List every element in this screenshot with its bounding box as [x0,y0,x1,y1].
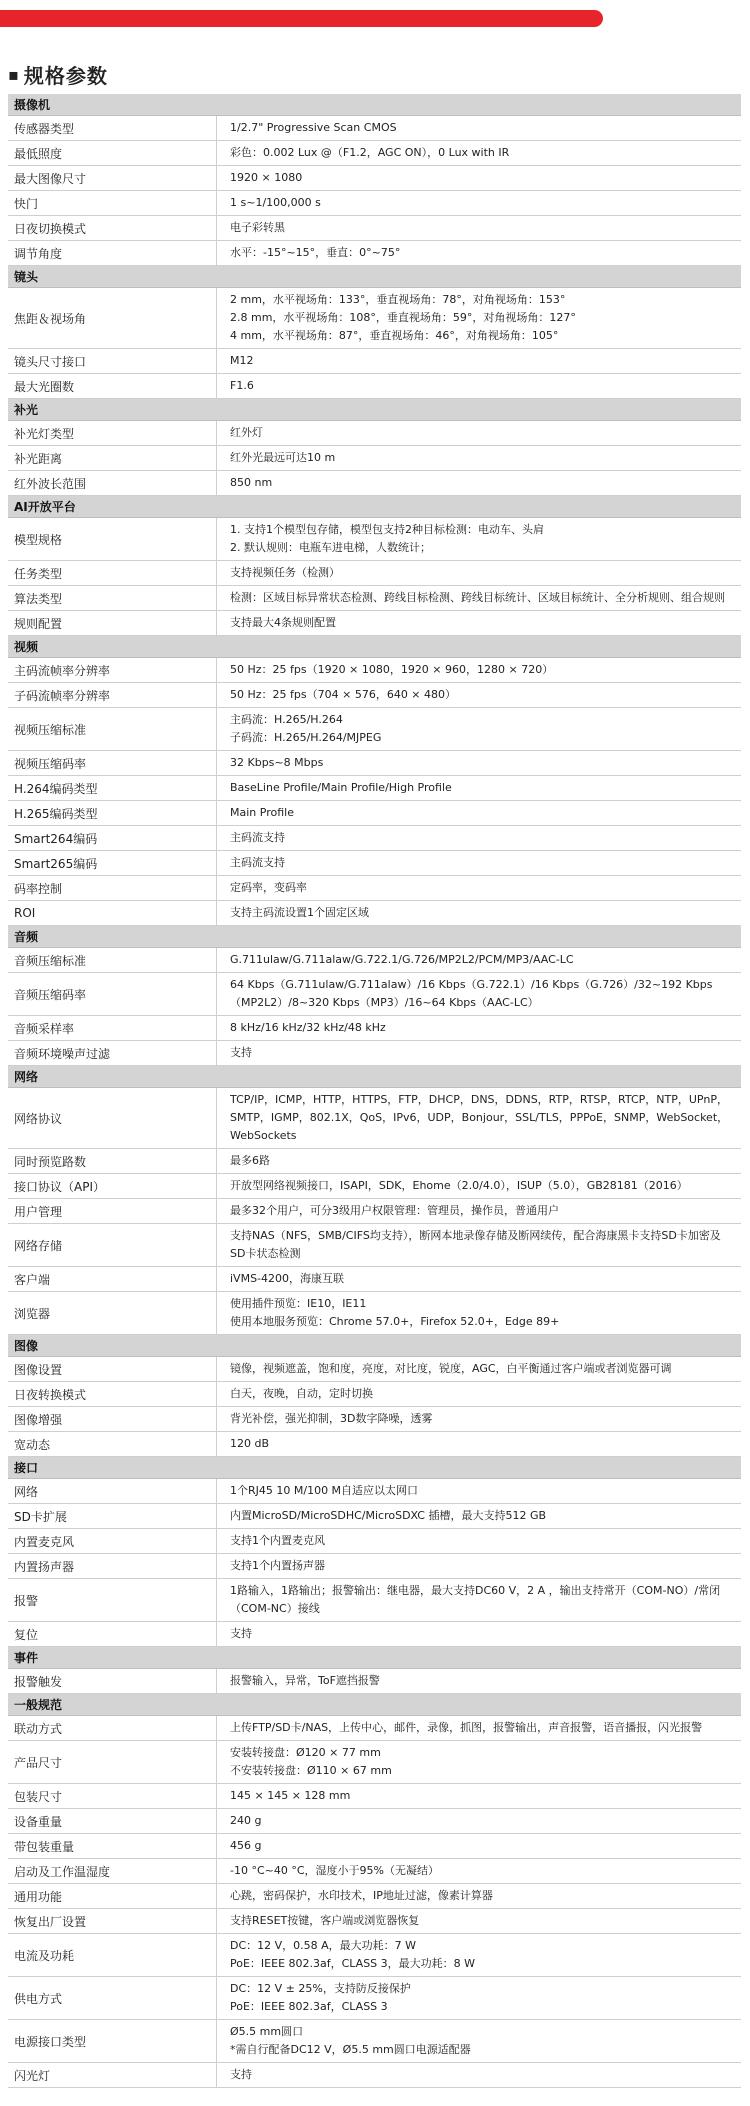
spec-row [8,1382,741,1407]
spec-row [8,1977,741,2020]
spec-key: 联动方式 [8,1716,217,1740]
section-header: 镜头 [8,266,741,288]
spec-row [8,1224,741,1267]
spec-key: 启动及工作温湿度 [8,1859,217,1883]
spec-value-line: 240 g [230,1814,262,1827]
spec-key: 镜头尺寸接口 [8,349,217,373]
spec-value [217,421,741,445]
spec-row [8,1529,741,1554]
spec-value [217,216,741,240]
spec-key: 网络存储 [8,1224,217,1266]
spec-row [8,1554,741,1579]
spec-key: 带包装重量 [8,1834,217,1858]
spec-row [8,1884,741,1909]
page-title [8,60,108,90]
spec-row [8,191,741,216]
spec-value-line: 2. 默认规则：电瓶车进电梯，人数统计； [230,541,431,554]
spec-row [8,1716,741,1741]
spec-row [8,1859,741,1884]
spec-value-line: 白天，夜晚，自动，定时切换 [230,1387,373,1400]
spec-key: Smart265编码 [8,851,217,875]
spec-key: 内置麦克风 [8,1529,217,1553]
spec-value-line: 支持视频任务（检测） [230,566,340,579]
spec-value-line: 内置MicroSD/MicroSDHC/MicroSDXC 插槽，最大支持512 GB [230,1509,547,1522]
spec-row [8,1504,741,1529]
spec-value [217,1292,741,1334]
spec-value [217,876,741,900]
spec-value [217,948,741,972]
spec-value-line: 上传FTP/SD卡/NAS，上传中心，邮件，录像，抓图，报警输出，声音报警，语音播报，闪光报警 [230,1721,703,1734]
spec-row [8,776,741,801]
spec-row [8,141,741,166]
spec-value [217,1479,741,1503]
spec-value-line: 32 Kbps~8 Mbps [230,756,324,769]
spec-row [8,446,741,471]
spec-value-line: 支持主码流设置1个固定区域 [230,906,369,919]
spec-value [217,586,741,610]
spec-value [217,658,741,682]
spec-value [217,1934,741,1976]
spec-key: 图像增强 [8,1407,217,1431]
spec-key: 最大光圈数 [8,374,217,398]
spec-row [8,658,741,683]
spec-value-line: 8 kHz/16 kHz/32 kHz/48 kHz [230,1021,386,1034]
spec-value-line: *需自行配备DC12 V，Ø5.5 mm圆口电源适配器 [230,2043,471,2056]
spec-row [8,1934,741,1977]
spec-value-line: 主码流支持 [230,831,285,844]
spec-value-line: Main Profile [230,806,294,819]
section-header: 一般规范 [8,1694,741,1716]
spec-value-line: 支持1个内置麦克风 [230,1534,325,1547]
spec-value-line: 红外灯 [230,426,263,439]
spec-row [8,1479,741,1504]
spec-value [217,1622,741,1646]
spec-key: 快门 [8,191,217,215]
spec-value [217,191,741,215]
spec-key: 设备重量 [8,1809,217,1833]
spec-value-line: 2.8 mm，水平视场角：108°，垂直视场角：59°，对角视场角：127° [230,311,576,324]
spec-row [8,901,741,926]
spec-value [217,1407,741,1431]
spec-value [217,1977,741,2019]
spec-key: 补光灯类型 [8,421,217,445]
spec-row [8,116,741,141]
spec-value-line: 报警输入，异常，ToF遮挡报警 [230,1674,380,1687]
spec-row [8,826,741,851]
spec-value-line: 最多6路 [230,1154,270,1167]
spec-value-line: PoE：IEEE 802.3af，CLASS 3 [230,2000,388,2013]
spec-key: 浏览器 [8,1292,217,1334]
spec-key: 音频环境噪声过滤 [8,1041,217,1065]
spec-key: 内置扬声器 [8,1554,217,1578]
spec-value [217,1784,741,1808]
spec-row [8,216,741,241]
spec-key: 补光距离 [8,446,217,470]
spec-row [8,166,741,191]
spec-value-line: 支持RESET按键，客户端或浏览器恢复 [230,1914,420,1927]
spec-value-line: 支持最大4条规则配置 [230,616,336,629]
spec-value-line: G.711ulaw/G.711alaw/G.722.1/G.726/MP2L2/PCM/MP3/AAC-LC [230,953,574,966]
spec-value-line: BaseLine Profile/Main Profile/High Profile [230,781,452,794]
spec-key: 音频压缩码率 [8,973,217,1015]
spec-value-line: 50 Hz：25 fps（704 × 576，640 × 480） [230,688,457,701]
spec-value [217,1909,741,1933]
spec-row [8,2063,741,2088]
spec-key: 音频采样率 [8,1016,217,1040]
spec-value-line: 心跳，密码保护，水印技术，IP地址过滤，像素计算器 [230,1889,493,1902]
spec-value [217,776,741,800]
spec-row [8,1809,741,1834]
spec-key: 电源接口类型 [8,2020,217,2062]
spec-key: 日夜转换模式 [8,1382,217,1406]
spec-table [8,94,741,2088]
spec-value-line: 64 Kbps（G.711ulaw/G.711alaw）/16 Kbps（G.722.1）/16 Kbps（G.726）/32~192 Kbps（MP2L2）/8~320 Kbps（MP3）/16~64 Kbps（AAC-LC） [230,978,713,1009]
spec-key: 规则配置 [8,611,217,635]
spec-key: 报警触发 [8,1669,217,1693]
spec-row [8,1622,741,1647]
spec-value [217,1174,741,1198]
spec-value [217,288,741,348]
spec-value-line: M12 [230,354,254,367]
spec-key: 网络协议 [8,1088,217,1148]
spec-value-line: 电子彩转黑 [230,221,285,234]
spec-key: 同时预览路数 [8,1149,217,1173]
spec-row [8,1741,741,1784]
spec-row [8,801,741,826]
spec-value-line: 安装转接盘：Ø120 × 77 mm [230,1746,381,1759]
spec-value-line: -10 °C~40 °C，湿度小于95%（无凝结） [230,1864,439,1877]
spec-row [8,751,741,776]
spec-value-line: 水平：-15°~15°，垂直：0°~75° [230,246,401,259]
spec-value-line: 使用本地服务预览：Chrome 57.0+，Firefox 52.0+，Edge 89+ [230,1315,560,1328]
spec-key: 任务类型 [8,561,217,585]
spec-value-line: iVMS-4200，海康互联 [230,1272,345,1285]
spec-row [8,1016,741,1041]
spec-value [217,1199,741,1223]
spec-value-line: 支持 [230,1627,252,1640]
spec-value-line: DC：12 V，0.58 A，最大功耗：7 W [230,1939,417,1952]
spec-value-line: 支持NAS（NFS，SMB/CIFS均支持），断网本地录像存储及断网续传，配合海康黑卡支持SD卡加密及SD卡状态检测 [230,1229,721,1260]
spec-key: 音频压缩标准 [8,948,217,972]
spec-value-line: 1/2.7" Progressive Scan CMOS [230,121,397,134]
spec-value [217,471,741,495]
spec-value [217,1741,741,1783]
spec-key: 焦距＆视场角 [8,288,217,348]
spec-key: 闪光灯 [8,2063,217,2087]
spec-value-line: Ø5.5 mm圆口 [230,2025,304,2038]
spec-value-line: 1 s~1/100,000 s [230,196,321,209]
spec-key: H.264编码类型 [8,776,217,800]
spec-row [8,708,741,751]
spec-value [217,973,741,1015]
spec-key: 最大图像尺寸 [8,166,217,190]
spec-value [217,1529,741,1553]
spec-value-line: 彩色：0.002 Lux @（F1.2，AGC ON），0 Lux with IR [230,146,510,159]
spec-row [8,683,741,708]
spec-value [217,1149,741,1173]
spec-value [217,1016,741,1040]
spec-value-line: 支持1个内置扬声器 [230,1559,325,1572]
spec-value [217,1809,741,1833]
spec-key: 日夜切换模式 [8,216,217,240]
spec-row [8,1088,741,1149]
spec-value [217,1267,741,1291]
spec-value [217,1357,741,1381]
spec-value-line: 支持 [230,2068,252,2081]
spec-row [8,1174,741,1199]
spec-value [217,683,741,707]
spec-key: 视频压缩码率 [8,751,217,775]
spec-value [217,708,741,750]
spec-value-line: 检测：区域目标异常状态检测、跨线目标检测、跨线目标统计、区域目标统计、全分析规则、组合规则 [230,591,725,604]
spec-key: 宽动态 [8,1432,217,1456]
spec-key: 通用功能 [8,1884,217,1908]
spec-value [217,1504,741,1528]
spec-key: 包装尺寸 [8,1784,217,1808]
spec-value [217,561,741,585]
spec-key: 红外波长范围 [8,471,217,495]
spec-value-line: 主码流：H.265/H.264 [230,713,343,726]
spec-value-line: 1个RJ45 10 M/100 M自适应以太网口 [230,1484,419,1497]
spec-value [217,2020,741,2062]
spec-value-line: 2 mm，水平视场角：133°，垂直视场角：78°，对角视场角：153° [230,293,566,306]
spec-key: 码率控制 [8,876,217,900]
spec-value [217,1884,741,1908]
spec-value-line: F1.6 [230,379,254,392]
spec-value-line: 子码流：H.265/H.264/MJPEG [230,731,382,744]
spec-value [217,1716,741,1740]
spec-value [217,349,741,373]
spec-key: 最低照度 [8,141,217,165]
spec-key: 算法类型 [8,586,217,610]
spec-row [8,973,741,1016]
spec-value-line: 开放型网络视频接口，ISAPI，SDK，Ehome（2.0/4.0），ISUP（5.0），GB28181（2016） [230,1179,688,1192]
spec-key: 传感器类型 [8,116,217,140]
section-header: 音频 [8,926,741,948]
spec-value [217,851,741,875]
spec-value [217,374,741,398]
spec-row [8,948,741,973]
section-header: 摄像机 [8,94,741,116]
spec-value [217,826,741,850]
spec-row [8,1834,741,1859]
spec-value [217,1041,741,1065]
spec-row [8,1407,741,1432]
spec-value [217,141,741,165]
spec-key: H.265编码类型 [8,801,217,825]
spec-row [8,1292,741,1335]
spec-value-line: 120 dB [230,1437,270,1450]
spec-value-line: 主码流支持 [230,856,285,869]
spec-key: ROI [8,901,217,925]
spec-value-line: 4 mm，水平视场角：87°，垂直视场角：46°，对角视场角：105° [230,329,559,342]
spec-value [217,611,741,635]
spec-row [8,851,741,876]
spec-value [217,801,741,825]
spec-key: 客户端 [8,1267,217,1291]
spec-key: 报警 [8,1579,217,1621]
spec-value [217,1224,741,1266]
spec-value [217,1432,741,1456]
spec-value-line: 使用插件预览：IE10，IE11 [230,1297,367,1310]
spec-value-line: 不安装转接盘：Ø110 × 67 mm [230,1764,392,1777]
spec-row [8,1041,741,1066]
spec-row [8,518,741,561]
spec-row [8,1199,741,1224]
spec-key: 产品尺寸 [8,1741,217,1783]
spec-row [8,1357,741,1382]
spec-key: SD卡扩展 [8,1504,217,1528]
spec-row [8,1669,741,1694]
spec-value-line: PoE：IEEE 802.3af，CLASS 3，最大功耗：8 W [230,1957,476,1970]
spec-value [217,1669,741,1693]
spec-value-line: 定码率，变码率 [230,881,307,894]
spec-value [217,1834,741,1858]
spec-value [217,1382,741,1406]
spec-key: 网络 [8,1479,217,1503]
header-red-bar [0,10,603,27]
spec-value [217,116,741,140]
spec-value-line: 红外光最远可达10 m [230,451,336,464]
spec-key: 子码流帧率分辨率 [8,683,217,707]
spec-row [8,288,741,349]
spec-key: 图像设置 [8,1357,217,1381]
spec-row [8,471,741,496]
spec-key: 模型规格 [8,518,217,560]
spec-key: 调节角度 [8,241,217,265]
bullet-icon: ▪ [8,65,20,84]
spec-value [217,1859,741,1883]
spec-value-line: 支持 [230,1046,252,1059]
section-header: 图像 [8,1335,741,1357]
spec-key: Smart264编码 [8,826,217,850]
spec-row [8,421,741,446]
spec-row [8,1909,741,1934]
spec-value [217,1579,741,1621]
spec-value-line: 456 g [230,1839,262,1852]
spec-row [8,1432,741,1457]
spec-row [8,349,741,374]
section-header: 事件 [8,1647,741,1669]
spec-value-line: 145 × 145 × 128 mm [230,1789,351,1802]
spec-value-line: 850 nm [230,476,273,489]
spec-value [217,446,741,470]
spec-row [8,1267,741,1292]
spec-value [217,1554,741,1578]
spec-key: 主码流帧率分辨率 [8,658,217,682]
spec-key: 供电方式 [8,1977,217,2019]
spec-value-line: 1路输入，1路输出；报警输出：继电器，最大支持DC60 V，2 A ，输出支持常开（COM-NO）/常闭（COM-NC）接线 [230,1584,721,1615]
spec-value [217,901,741,925]
spec-key: 恢复出厂设置 [8,1909,217,1933]
section-header: 视频 [8,636,741,658]
spec-value-line: 1. 支持1个模型包存储，模型包支持2种目标检测：电动车、头肩 [230,523,544,536]
spec-value-line: 1920 × 1080 [230,171,303,184]
spec-row [8,586,741,611]
spec-row [8,241,741,266]
spec-value [217,518,741,560]
spec-key: 视频压缩标准 [8,708,217,750]
spec-value [217,166,741,190]
section-header: 网络 [8,1066,741,1088]
spec-value-line: 背光补偿，强光抑制，3D数字降噪，透雾 [230,1412,433,1425]
section-header: AI开放平台 [8,496,741,518]
spec-value-line: 50 Hz：25 fps（1920 × 1080，1920 × 960，1280 × 720） [230,663,554,676]
spec-row [8,876,741,901]
spec-key: 电流及功耗 [8,1934,217,1976]
section-header: 接口 [8,1457,741,1479]
spec-row [8,561,741,586]
spec-key: 复位 [8,1622,217,1646]
spec-value [217,1088,741,1148]
spec-key: 接口协议（API） [8,1174,217,1198]
spec-value-line: TCP/IP，ICMP，HTTP，HTTPS，FTP，DHCP，DNS，DDNS，RTP，RTSP，RTCP，NTP，UPnP，SMTP，IGMP，802.1X，QoS，IPv6，UDP，Bonjour，SSL/TLS，PPPoE，SNMP，WebSocket，WebSockets [230,1093,729,1142]
spec-value [217,2063,741,2087]
spec-value [217,241,741,265]
spec-value-line: DC：12 V ± 25%，支持防反接保护 [230,1982,411,1995]
section-header: 补光 [8,399,741,421]
spec-value-line: 最多32个用户，可分3级用户权限管理：管理员，操作员，普通用户 [230,1204,559,1217]
spec-value-line: 镜像，视频遮盖，饱和度，亮度，对比度，锐度，AGC，白平衡通过客户端或者浏览器可调 [230,1362,672,1375]
spec-row [8,2020,741,2063]
spec-key: 用户管理 [8,1199,217,1223]
spec-row [8,374,741,399]
spec-row [8,1149,741,1174]
spec-row [8,1579,741,1622]
page-title-text: 规格参数 [23,64,108,88]
spec-value [217,751,741,775]
spec-row [8,611,741,636]
spec-row [8,1784,741,1809]
